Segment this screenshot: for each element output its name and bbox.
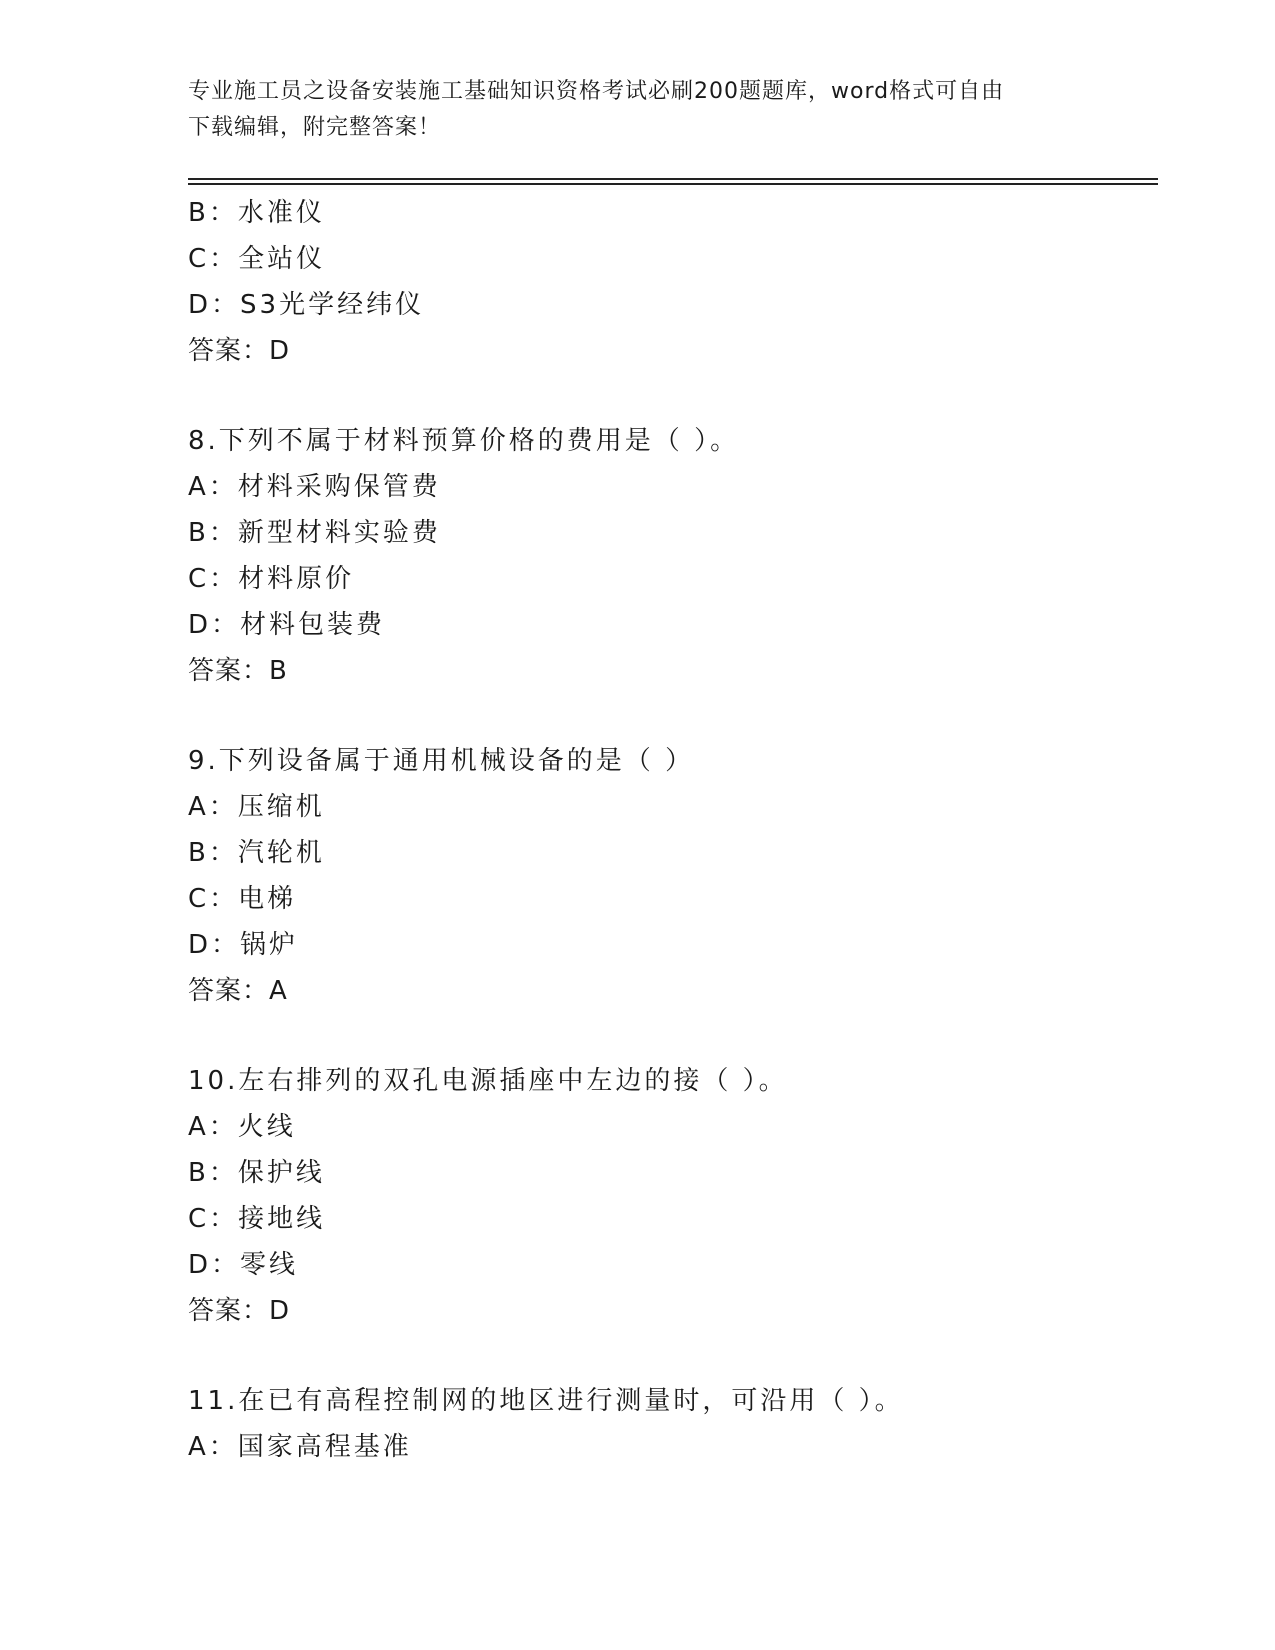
question-text: 10.左右排列的双孔电源插座中左边的接（ ）。: [188, 1066, 788, 1096]
option-a: A：火线: [188, 1112, 296, 1142]
option-d: D：材料包装费: [188, 610, 386, 640]
option-d: D：S3光学经纬仪: [188, 290, 425, 320]
question-block-11: [188, 1378, 1148, 1470]
header-divider-top: [188, 178, 1158, 180]
option-a: A：材料采购保管费: [188, 472, 441, 502]
document-header: [188, 74, 1088, 146]
option-b: B：新型材料实验费: [188, 518, 441, 548]
option-d: D：锅炉: [188, 930, 299, 960]
option-a: A：压缩机: [188, 792, 325, 822]
option-a: A：国家高程基准: [188, 1432, 412, 1462]
question-block-10: [188, 1058, 1148, 1334]
question-block-8: [188, 418, 1148, 694]
question-text: 11.在已有高程控制网的地区进行测量时，可沿用（ ）。: [188, 1386, 904, 1416]
header-line-2: 下载编辑，附完整答案！: [188, 115, 442, 140]
header-divider-bottom: [188, 183, 1158, 185]
header-line-1: 专业施工员之设备安装施工基础知识资格考试必刷200题题库，word格式可自由: [188, 79, 1005, 104]
option-b: B：汽轮机: [188, 838, 325, 868]
option-c: C：材料原价: [188, 564, 355, 594]
option-c: C：接地线: [188, 1204, 326, 1234]
answer-line: 答案：A: [188, 976, 288, 1006]
question-text: 9.下列设备属于通用机械设备的是（ ）: [188, 746, 695, 776]
question-text: 8.下列不属于材料预算价格的费用是（ ）。: [188, 426, 740, 456]
question-block-9: [188, 738, 1148, 1014]
answer-line: 答案：D: [188, 336, 291, 366]
option-b: B：保护线: [188, 1158, 325, 1188]
option-c: C：全站仪: [188, 244, 326, 274]
answer-line: 答案：B: [188, 656, 288, 686]
question-block-7-tail: [188, 190, 1148, 374]
option-d: D：零线: [188, 1250, 299, 1280]
document-content: [188, 190, 1148, 1470]
answer-line: 答案：D: [188, 1296, 291, 1326]
option-c: C：电梯: [188, 884, 297, 914]
option-b: B：水准仪: [188, 198, 325, 228]
